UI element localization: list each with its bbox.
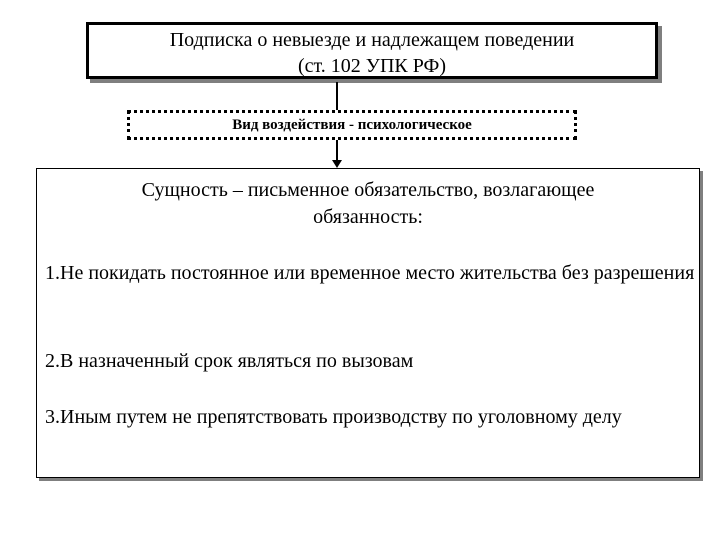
essence-line-1: Сущность – письменное обязательство, возлагающее (141, 179, 595, 201)
essence-heading (37, 177, 699, 231)
arrow-down-icon (332, 160, 342, 168)
essence-box (36, 168, 700, 478)
connector-line-top (336, 82, 338, 110)
measure-title: Подписка о невыезде и надлежащем поведении (169, 29, 575, 51)
law-reference: (ст. 102 УПК РФ) (298, 55, 446, 77)
impact-type-label: Вид воздействия - психологическое (232, 117, 472, 133)
connector-line-bottom (336, 140, 338, 162)
impact-type-box (127, 110, 577, 140)
duty-item-2: 2.В назначенный срок являться по вызовам (45, 350, 414, 372)
essence-line-2: обязанность: (313, 206, 423, 228)
measure-title-box (86, 22, 658, 79)
duty-item-1: 1.Не покидать постоянное или временное место жительства без разрешения (45, 262, 695, 284)
duty-item-3: 3.Иным путем не препятствовать производству по уголовному делу (45, 406, 622, 428)
